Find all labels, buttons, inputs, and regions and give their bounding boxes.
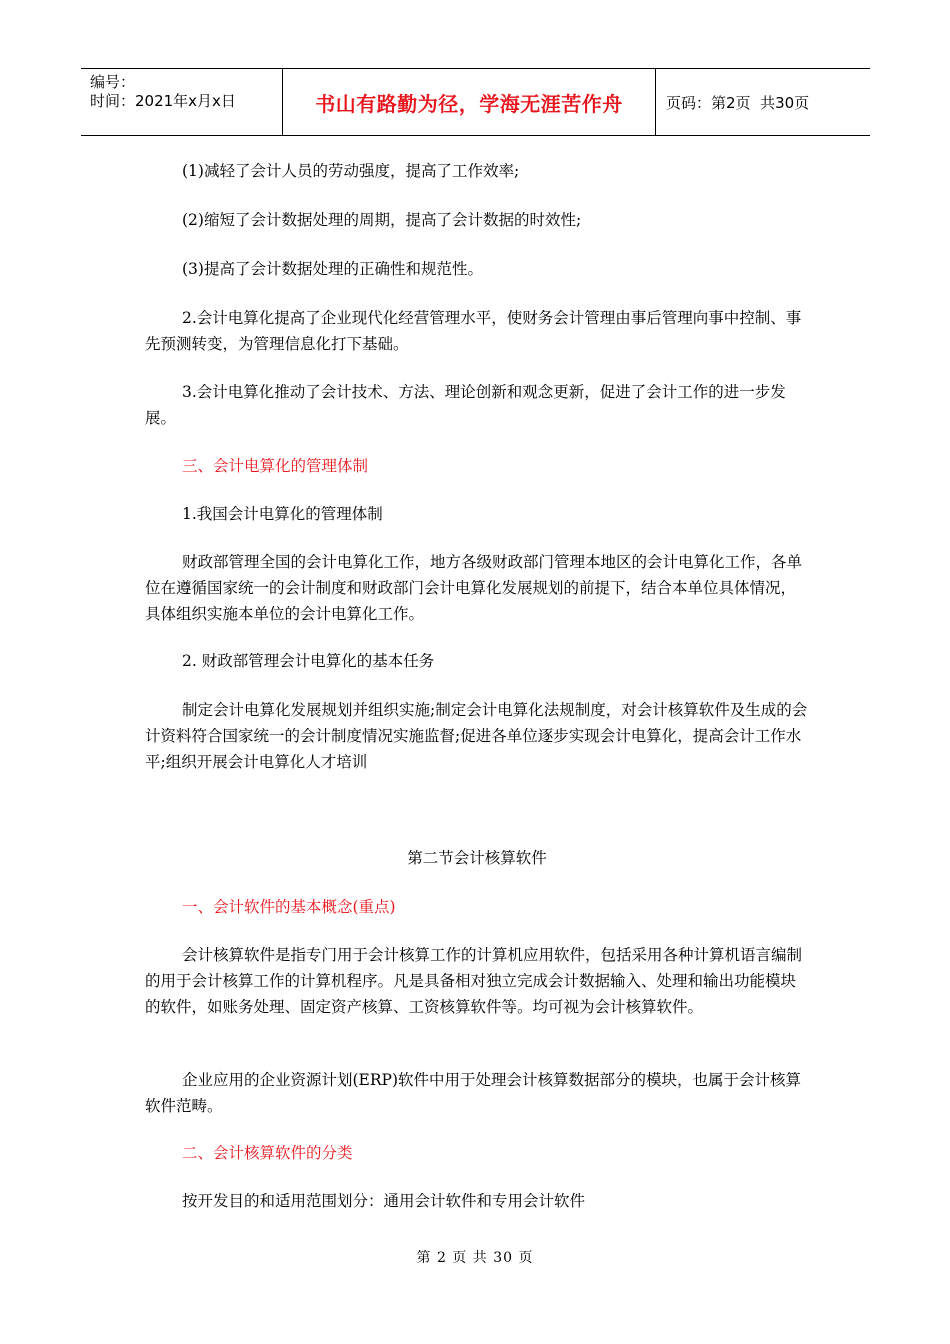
paragraph: (2)缩短了会计数据处理的周期，提高了会计数据的时效性; xyxy=(182,211,582,229)
page-footer: 第 2 页 共 30 页 xyxy=(416,1250,534,1266)
paragraph: (1)减轻了会计人员的劳动强度，提高了工作效率; xyxy=(182,162,520,180)
section-heading: 二、会计核算软件的分类 xyxy=(182,1144,353,1162)
paragraph: (3)提高了会计数据处理的正确性和规范性。 xyxy=(182,260,483,278)
paragraph: 财政部管理全国的会计电算化工作，地方各级财政部门管理本地区的会计电算化工作，各单位在遵循国家统一的会计制度和财政部门会计电算化发展规划的前提下，结合本单位具体情况，具体组织实施本单位的会计电算化工作。 xyxy=(145,553,803,623)
document-number-label: 编号： xyxy=(90,73,136,91)
header-meta xyxy=(81,69,283,135)
page-header xyxy=(81,68,870,136)
paragraph: 1.我国会计电算化的管理体制 xyxy=(182,505,383,523)
chapter-title: 第二节会计核算软件 xyxy=(407,849,547,867)
section-heading: 三、会计电算化的管理体制 xyxy=(182,457,369,475)
motto-text: 书山有路勤为径，学海无涯苦作舟 xyxy=(315,91,623,116)
document-date-label: 时间：2021年x月x日 xyxy=(90,92,236,110)
page-number-text: 页码：第2页 共30页 xyxy=(666,93,810,112)
paragraph: 2.会计电算化提高了企业现代化经营管理水平，使财务会计管理由事后管理向事中控制、事先预测转变，为管理信息化打下基础。 xyxy=(145,309,802,353)
header-motto xyxy=(283,69,656,135)
paragraph: 制定会计电算化发展规划并组织实施;制定会计电算化法规制度，对会计核算软件及生成的会计资料符合国家统一的会计制度情况实施监督;促进各单位逐步实现会计电算化，提高会计工作水平;组织开展会计电算化人才培训 xyxy=(145,701,808,771)
paragraph: 按开发目的和适用范围划分：通用会计软件和专用会计软件 xyxy=(182,1192,586,1210)
section-heading: 一、会计软件的基本概念(重点) xyxy=(182,898,396,916)
paragraph: 2. 财政部管理会计电算化的基本任务 xyxy=(182,652,435,670)
header-page-info xyxy=(656,69,870,135)
paragraph: 企业应用的企业资源计划(ERP)软件中用于处理会计核算数据部分的模块，也属于会计核算软件范畴。 xyxy=(145,1071,802,1115)
paragraph: 会计核算软件是指专门用于会计核算工作的计算机应用软件，包括采用各种计算机语言编制的用于会计核算工作的计算机程序。凡是具备相对独立完成会计数据输入、处理和输出功能模块的软件，如账务处理、固定资产核算、工资核算软件等。均可视为会计核算软件。 xyxy=(145,946,803,1016)
paragraph: 3.会计电算化推动了会计技术、方法、理论创新和观念更新，促进了会计工作的进一步发展。 xyxy=(145,383,786,427)
